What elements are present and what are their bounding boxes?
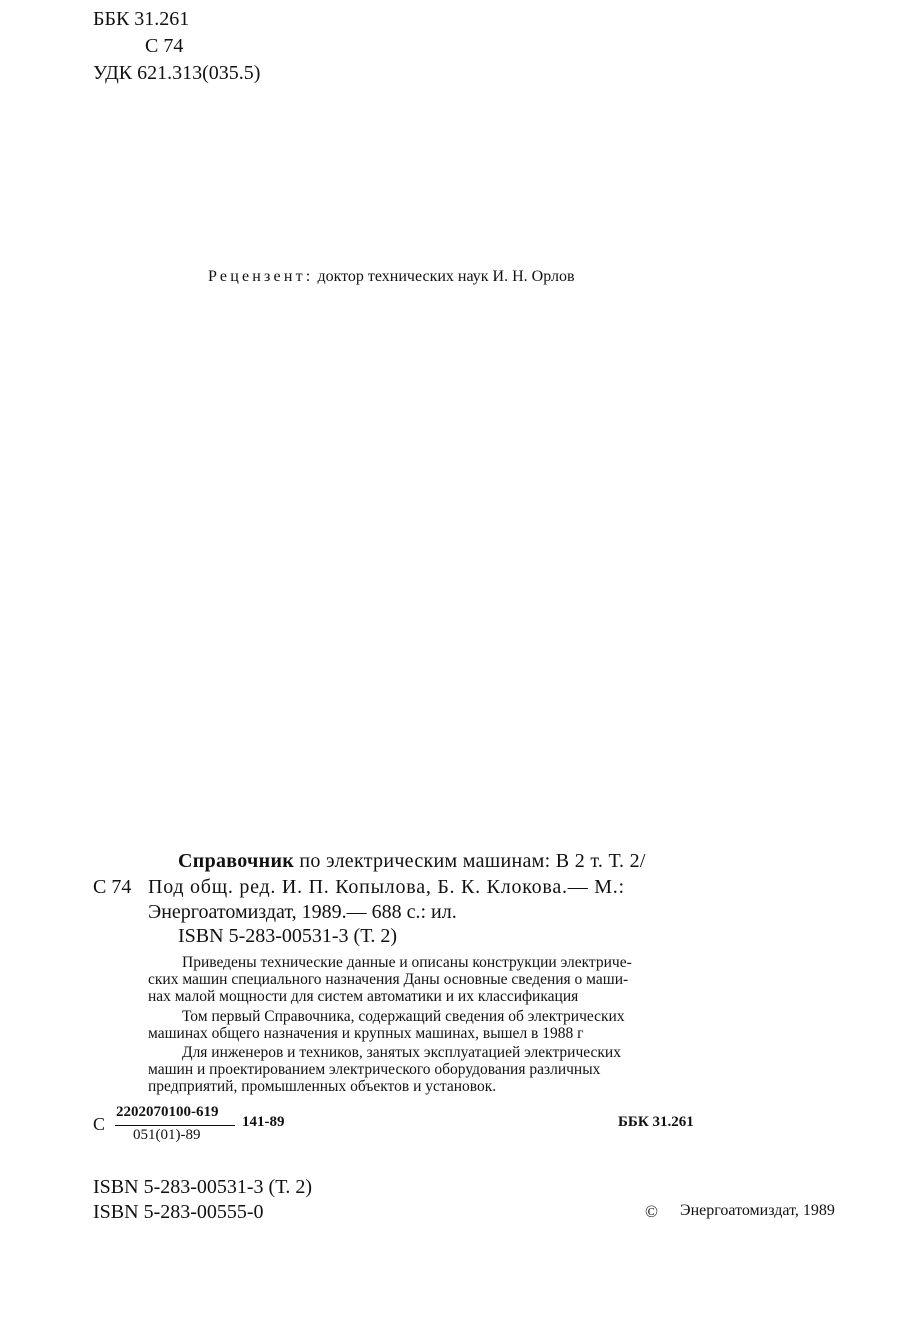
isbn-set: ISBN 5-283-00555-0 <box>93 1201 264 1223</box>
copyright-text: Энергоатомиздат, 1989 <box>680 1202 835 1219</box>
annotation-line: предприятий, промышленных объектов и установок. <box>148 1078 497 1095</box>
udk-code-top: УДК 621.313(035.5) <box>93 62 261 84</box>
annotation-line: нах малой мощности для систем автоматики и их классификация <box>148 988 579 1005</box>
annotation-line: Для инженеров и техников, занятых эксплуатацией электрических <box>182 1044 621 1061</box>
index-fraction-bar <box>115 1125 235 1126</box>
index-numerator: 2202070100-619 <box>116 1104 219 1120</box>
entry-publisher-line: Энергоатомиздат, 1989.— 688 с.: ил. <box>148 901 457 923</box>
author-mark-top: С 74 <box>145 35 184 57</box>
reviewer-line <box>208 268 575 286</box>
index-suffix: 141-89 <box>242 1114 285 1130</box>
annotation-line: машинах общего назначения и крупных машинах, вышел в 1988 г <box>148 1025 584 1042</box>
annotation-line: Приведены технические данные и описаны конструкции электриче- <box>182 954 632 971</box>
annotation-line: Том первый Справочника, содержащий сведения об электрических <box>182 1008 625 1025</box>
isbn-volume: ISBN 5-283-00531-3 (Т. 2) <box>93 1176 313 1198</box>
bbk-code-bottom: ББК 31.261 <box>618 1114 694 1130</box>
reviewer-name: доктор технических наук И. Н. Орлов <box>317 268 575 285</box>
entry-title-bold: Справочник <box>178 850 295 872</box>
entry-editors-line: Под общ. ред. И. П. Копылова, Б. К. Клокова.— М.: <box>148 876 625 898</box>
index-denominator: 051(01)-89 <box>133 1127 201 1143</box>
entry-author-mark: С 74 <box>93 876 132 898</box>
bbk-code-top: ББК 31.261 <box>93 8 190 30</box>
entry-title-rest: по электрическим машинам: В 2 т. Т. 2/ <box>294 850 646 872</box>
entry-title-line <box>178 850 646 873</box>
annotation-line: ских машин специального назначения Даны основные сведения о маши- <box>148 971 629 988</box>
copyright-icon: © <box>645 1202 658 1221</box>
annotation-line: машин и проектированием электрического оборудования различных <box>148 1061 601 1078</box>
index-prefix: С <box>93 1114 106 1134</box>
reviewer-label: Рецензент: <box>208 268 314 285</box>
entry-isbn: ISBN 5-283-00531-3 (Т. 2) <box>178 925 398 947</box>
